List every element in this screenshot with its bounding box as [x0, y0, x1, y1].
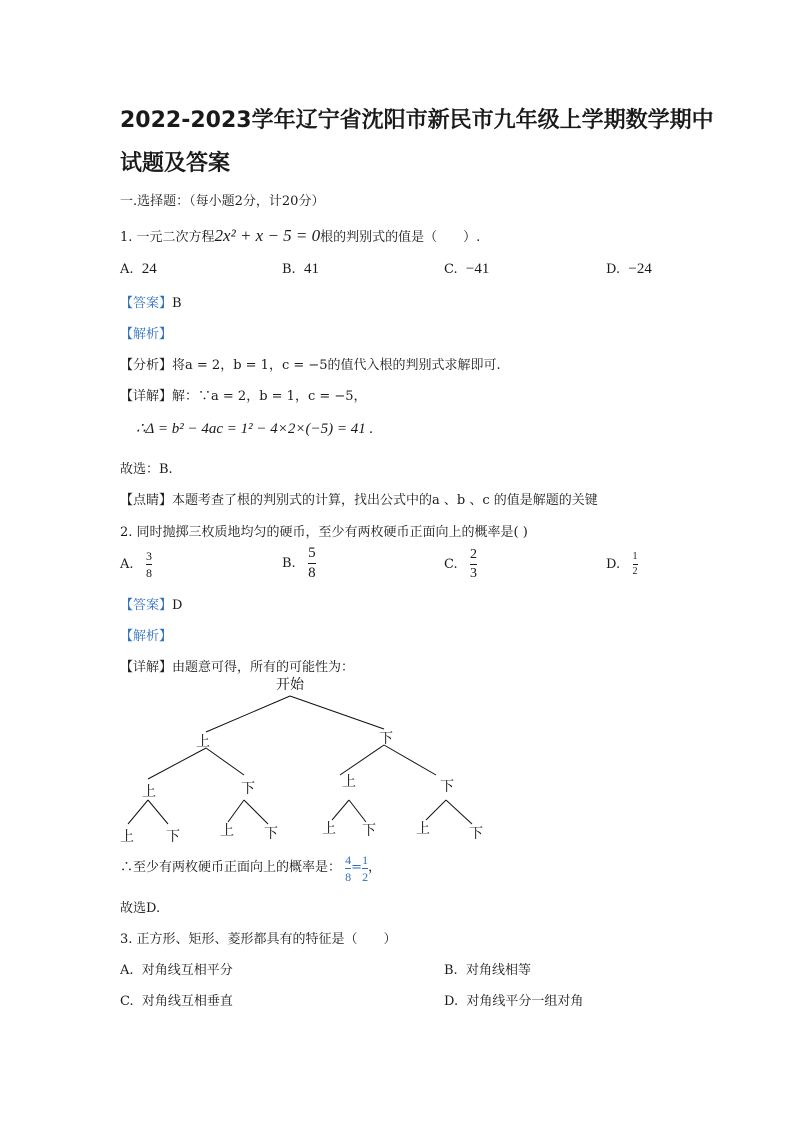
q2-option-c: C. $\frac{2}{3}$	[444, 547, 478, 581]
question-1-stem	[120, 226, 480, 246]
q3-option-b: B. 对角线相等	[444, 963, 531, 978]
tree-l2-up-down: 下	[241, 781, 255, 797]
q2-analysis-tag: 【解析】	[120, 629, 173, 644]
tree-l2-down-down: 下	[440, 779, 454, 795]
question-1-prefix: 1. 一元二次方程	[120, 230, 215, 245]
question-3-stem: 3. 正方形、矩形、菱形都具有的特征是（ ）	[120, 932, 397, 947]
q1-comment: 【点睛】本题考查了根的判别式的计算，找出公式中的a 、b 、c 的值是解题的关键	[120, 493, 598, 508]
q1-option-d: D. −24	[606, 261, 652, 277]
tree-leaf-8: 下	[469, 826, 483, 842]
tree-l2-up-up: 上	[142, 784, 156, 800]
document-title-line2: 试题及答案	[120, 151, 231, 176]
q1-answer: 【答案】B	[120, 296, 182, 311]
q2-detail: 【详解】由题意可得，所有的可能性为：	[120, 660, 355, 675]
q2-option-a: A. $\frac{3}{8}$	[120, 549, 152, 580]
section-heading: 一.选择题：（每小题2分，计20分）	[120, 194, 325, 209]
q1-detail: 【详解】解：∵a = 2，b = 1，c = −5，	[120, 389, 367, 404]
question-2-stem: 2. 同时抛掷三枚质地均匀的硬币，至少有两枚硬币正面向上的概率是( )	[120, 525, 528, 540]
q3-option-d: D. 对角线平分一组对角	[444, 994, 584, 1009]
tree-leaf-3: 上	[220, 823, 234, 839]
tree-root-label: 开始	[276, 677, 304, 693]
q2-option-d: D. $\frac{1}{2}$	[606, 551, 638, 577]
q2-option-b: B. $\frac{5}{8}$	[282, 545, 316, 581]
q3-option-a: A. 对角线互相平分	[120, 963, 233, 978]
tree-leaf-4: 下	[264, 826, 278, 842]
tree-l1-down: 下	[379, 731, 393, 747]
q2-result: ∴至少有两枚硬币正面向上的概率是： $\frac{4}{8}$ = $\frac{1}{2}$ ，	[120, 852, 382, 884]
q1-option-c: C. −41	[444, 261, 490, 277]
q1-analysis-tag: 【解析】	[120, 327, 173, 342]
tree-leaf-2: 下	[166, 829, 180, 845]
tree-l2-down-up: 上	[342, 774, 356, 790]
q1-option-a: A. 24	[120, 261, 157, 277]
question-1-equation: 2x² + x − 5 = 0	[214, 226, 321, 245]
tree-l1-up: 上	[196, 734, 210, 750]
tree-leaf-5: 上	[322, 821, 336, 837]
q1-option-b: B. 41	[282, 261, 319, 277]
q3-option-c: C. 对角线互相垂直	[120, 994, 233, 1009]
tree-leaf-7: 上	[416, 821, 430, 837]
tree-leaf-6: 下	[362, 823, 376, 839]
q1-formula: ∴Δ = b² − 4ac = 1² − 4×2×(−5) = 41 .	[136, 421, 374, 437]
tree-leaf-1: 上	[120, 829, 134, 845]
probability-tree-diagram	[110, 672, 510, 852]
q1-fenxi: 【分析】将a = 2，b = 1，c = −5的值代入根的判别式求解即可.	[120, 358, 501, 373]
document-title-line1: 2022-2023学年辽宁省沈阳市新民市九年级上学期数学期中	[120, 108, 714, 133]
question-1-suffix: 根的判别式的值是（ ）.	[320, 230, 481, 245]
q2-answer: 【答案】D	[120, 598, 183, 613]
q2-conclusion: 故选D.	[120, 901, 161, 916]
q1-conclusion: 故选：B.	[120, 462, 173, 477]
